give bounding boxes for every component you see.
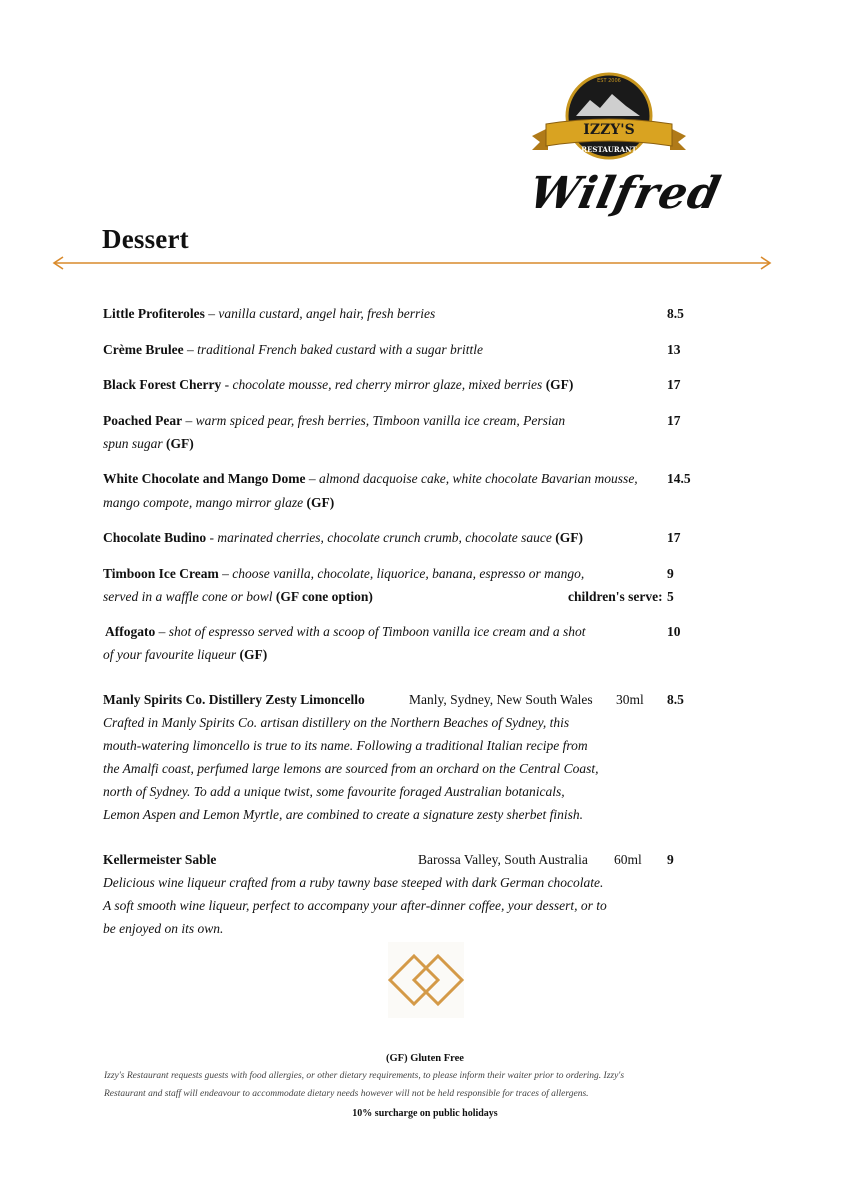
dessert-price: 17 [667, 377, 681, 392]
separator: - [206, 530, 218, 545]
dessert-name: Little Profiteroles [103, 306, 205, 321]
dessert-item [105, 623, 645, 641]
dessert-price: 14.5 [667, 471, 691, 486]
interlocking-diamonds-icon [388, 942, 464, 1018]
allergy-notice-line2: Restaurant and staff will endeavour to accommodate dietary needs however will not be held responsible for traces of allergens. [104, 1089, 589, 1099]
gluten-free-tag: (GF) [545, 377, 574, 392]
liqueur-description-line: Crafted in Manly Spirits Co. artisan distillery on the Northern Beaches of Sydney, this [103, 715, 570, 730]
gluten-free-tag: (GF) [306, 495, 335, 510]
dessert-item-continued [103, 435, 643, 453]
gluten-free-tag: (GF) [555, 530, 583, 545]
chef-signature: Wilfred [524, 168, 726, 219]
dessert-description: of your favourite liqueur [103, 647, 240, 662]
dessert-name: Crème Brulee [103, 342, 184, 357]
dessert-description: shot of espresso served with a scoop of Timboon vanilla ice cream and a shot [168, 624, 586, 639]
logo-est-text: EST 2006 [597, 78, 621, 84]
dessert-name: Timboon Ice Cream [103, 566, 219, 581]
dessert-name: White Chocolate and Mango Dome [103, 471, 306, 486]
liqueur-description-line: mouth-watering limoncello is true to its name. Following a traditional Italian recipe from [103, 738, 588, 753]
liqueur-title: Manly Spirits Co. Distillery Zesty Limoncello [103, 692, 365, 707]
dessert-price: 17 [667, 530, 681, 545]
gluten-free-tag: (GF) [166, 436, 194, 451]
dessert-name: Poached Pear [103, 413, 183, 428]
dessert-item [103, 529, 643, 547]
dessert-name: Black Forest Cherry [103, 377, 222, 392]
dessert-item-continued [103, 588, 643, 606]
page-title: Dessert [102, 224, 189, 254]
dessert-description: marinated cherries, chocolate crunch crumb, chocolate sauce [217, 530, 556, 545]
dessert-item [103, 341, 643, 359]
gluten-free-tag: (GF cone option) [275, 589, 373, 604]
dessert-description: choose vanilla, chocolate, liquorice, banana, espresso or mango, [232, 566, 585, 581]
dessert-item-continued [103, 494, 643, 512]
liqueur-origin: Manly, Sydney, New South Wales [409, 692, 593, 707]
liqueur-description-line: Delicious wine liqueur crafted from a ruby tawny base steeped with dark German chocolate. [103, 875, 604, 890]
liqueur-description-line: Lemon Aspen and Lemon Myrtle, are combined to create a signature zesty sherbet finish. [103, 807, 584, 822]
liqueur-size: 60ml [614, 852, 642, 867]
gluten-free-tag: (GF) [239, 647, 268, 662]
separator: – [155, 624, 169, 639]
dessert-price: 10 [667, 624, 681, 639]
dessert-item-continued [103, 646, 643, 664]
dessert-item [103, 305, 643, 323]
dessert-price: 17 [667, 413, 681, 428]
liqueur-description-line: be enjoyed on its own. [103, 921, 224, 936]
dessert-price: 13 [667, 342, 681, 357]
dessert-description: spun sugar [103, 436, 167, 451]
dessert-price: 9 [667, 566, 674, 581]
gluten-free-note: (GF) Gluten Free [386, 1053, 464, 1064]
double-arrow-divider-icon [50, 255, 774, 271]
separator: – [218, 566, 233, 581]
dessert-description: mango compote, mango mirror glaze [103, 495, 307, 510]
dessert-price: 8.5 [667, 306, 684, 321]
liqueur-description-line: A soft smooth wine liqueur, perfect to accompany your after-dinner coffee, your dessert, or to [103, 898, 607, 913]
dessert-description: vanilla custard, angel hair, fresh berries [218, 306, 436, 321]
dessert-description: warm spiced pear, fresh berries, Timboon vanilla ice cream, Persian [195, 413, 566, 428]
allergy-notice-line1: Izzy's Restaurant requests guests with food allergies, or other dietary requirements, to please inform their waiter prior to ordering. Izzy's [104, 1071, 625, 1081]
dessert-description: almond dacquoise cake, white chocolate Bavarian mousse, [319, 471, 638, 486]
separator: – [182, 413, 196, 428]
liqueur-title: Kellermeister Sable [103, 852, 217, 867]
dessert-description: traditional French baked custard with a sugar brittle [197, 342, 483, 357]
liqueur-price: 8.5 [667, 692, 684, 707]
dessert-description: served in a waffle cone or bowl [103, 589, 276, 604]
dessert-description: chocolate mousse, red cherry mirror glaze, mixed berries [232, 377, 546, 392]
dessert-name: Affogato [105, 624, 156, 639]
dessert-item [103, 470, 643, 488]
dessert-item [103, 565, 643, 583]
liqueur-description-line: the Amalfi coast, perfumed large lemons are sourced from an orchard on the Central Coast, [103, 761, 599, 776]
separator: – [204, 306, 219, 321]
childrens-serve-label: children's serve: [568, 589, 663, 604]
logo-sub-text: RESTAURANT [581, 145, 637, 154]
separator: - [221, 377, 233, 392]
liqueur-price: 9 [667, 852, 674, 867]
dessert-item [103, 376, 643, 394]
dessert-item [103, 412, 643, 430]
liqueur-origin: Barossa Valley, South Australia [418, 852, 588, 867]
separator: – [305, 471, 319, 486]
izzys-logo-icon [528, 70, 690, 162]
liqueur-description-line: north of Sydney. To add a unique twist, some favourite foraged Australian botanicals, [103, 784, 565, 799]
logo-name-text: IZZY'S [583, 122, 635, 138]
separator: – [183, 342, 198, 357]
childrens-serve-price: 5 [667, 589, 674, 604]
dessert-name: Chocolate Budino [103, 530, 207, 545]
surcharge-note: 10% surcharge on public holidays [352, 1108, 498, 1119]
liqueur-size: 30ml [616, 692, 644, 707]
